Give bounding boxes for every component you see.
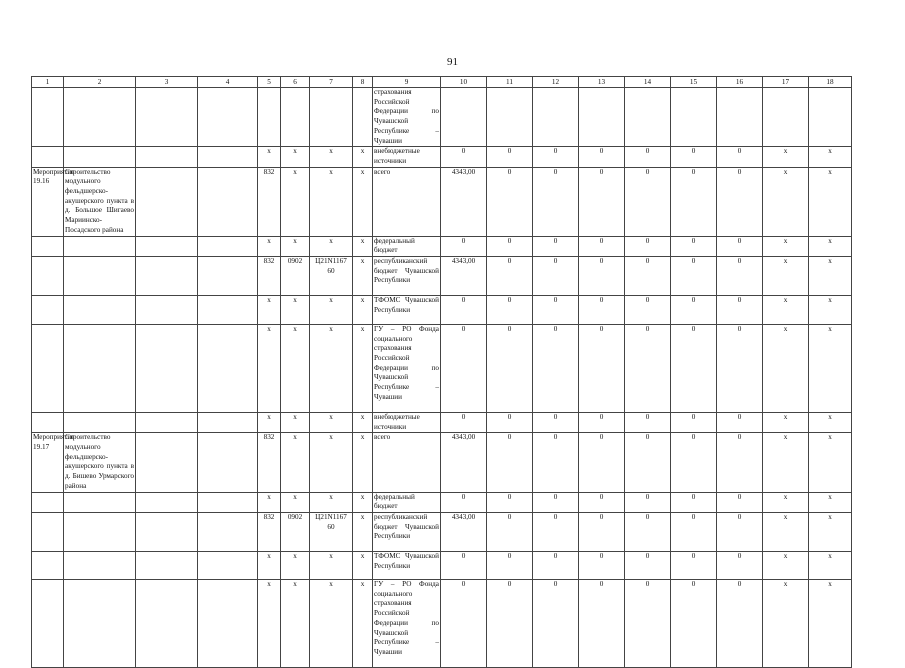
cell-col-15: 0 <box>671 433 717 492</box>
table-row <box>32 147 852 167</box>
cell-col-6: x <box>281 551 310 579</box>
cell-col-12: 0 <box>533 412 579 432</box>
column-header: 6 <box>281 77 310 88</box>
cell-col-12: 0 <box>533 492 579 512</box>
column-header: 14 <box>625 77 671 88</box>
cell-col-5: x <box>258 236 281 256</box>
cell-col-2 <box>64 492 136 512</box>
cell-col-12: 0 <box>533 324 579 412</box>
cell-col-18: x <box>809 512 852 551</box>
column-header: 9 <box>373 77 441 88</box>
cell-col-8: x <box>353 512 373 551</box>
cell-col-10: 4343,00 <box>441 256 487 295</box>
cell-col-5: x <box>258 147 281 167</box>
cell-col-5: x <box>258 579 281 667</box>
cell-col-3 <box>136 88 198 147</box>
cell-col-10: 0 <box>441 551 487 579</box>
cell-col-2 <box>64 236 136 256</box>
cell-col-11: 0 <box>487 512 533 551</box>
cell-col-8: x <box>353 256 373 295</box>
cell-col-11: 0 <box>487 551 533 579</box>
cell-col-8: x <box>353 492 373 512</box>
cell-col-9: ГУ – РО Фонда социального страхования Российской Федерации по Чувашской Республике – Чувашии <box>373 324 441 412</box>
column-header: 13 <box>579 77 625 88</box>
cell-col-13: 0 <box>579 256 625 295</box>
cell-col-14: 0 <box>625 551 671 579</box>
cell-col-5: 832 <box>258 433 281 492</box>
header-row <box>32 77 852 88</box>
cell-col-2 <box>64 256 136 295</box>
cell-col-18: x <box>809 492 852 512</box>
cell-col-8: x <box>353 579 373 667</box>
cell-col-9: ТФОМС Чувашской Республики <box>373 551 441 579</box>
cell-col-1 <box>32 551 64 579</box>
cell-col-7: x <box>310 412 353 432</box>
cell-col-18: x <box>809 551 852 579</box>
cell-col-16: 0 <box>717 295 763 324</box>
cell-col-12: 0 <box>533 512 579 551</box>
cell-col-12: 0 <box>533 579 579 667</box>
cell-col-12: 0 <box>533 256 579 295</box>
cell-col-2 <box>64 412 136 432</box>
cell-col-14: 0 <box>625 433 671 492</box>
cell-col-17: x <box>763 512 809 551</box>
cell-col-1: Мероприятие 19.16 <box>32 167 64 236</box>
cell-col-15: 0 <box>671 412 717 432</box>
cell-col-13: 0 <box>579 433 625 492</box>
cell-col-14: 0 <box>625 236 671 256</box>
cell-col-18: x <box>809 579 852 667</box>
cell-col-1 <box>32 579 64 667</box>
cell-col-3 <box>136 492 198 512</box>
cell-col-4 <box>198 256 258 295</box>
cell-col-6: x <box>281 236 310 256</box>
cell-col-11 <box>487 88 533 147</box>
cell-col-18: x <box>809 324 852 412</box>
cell-col-9: внебюджетные источники <box>373 147 441 167</box>
cell-col-16: 0 <box>717 236 763 256</box>
table-row <box>32 579 852 667</box>
cell-col-16: 0 <box>717 551 763 579</box>
column-header: 10 <box>441 77 487 88</box>
cell-col-9: внебюджетные источники <box>373 412 441 432</box>
cell-col-17: x <box>763 579 809 667</box>
cell-col-1: Мероприятие 19.17 <box>32 433 64 492</box>
cell-col-7: x <box>310 551 353 579</box>
page-number: 91 <box>447 56 458 68</box>
cell-col-4 <box>198 88 258 147</box>
table-row <box>32 551 852 579</box>
cell-col-9: республиканский бюджет Чувашской Республики <box>373 256 441 295</box>
cell-col-6: x <box>281 324 310 412</box>
table-row <box>32 512 852 551</box>
cell-col-13: 0 <box>579 512 625 551</box>
cell-col-18 <box>809 88 852 147</box>
cell-col-8: x <box>353 236 373 256</box>
cell-col-17: x <box>763 551 809 579</box>
column-header: 12 <box>533 77 579 88</box>
cell-col-6: x <box>281 433 310 492</box>
cell-col-9: всего <box>373 433 441 492</box>
cell-col-1 <box>32 147 64 167</box>
cell-col-2 <box>64 295 136 324</box>
cell-col-15: 0 <box>671 295 717 324</box>
cell-col-9: республиканский бюджет Чувашской Республики <box>373 512 441 551</box>
cell-col-1 <box>32 412 64 432</box>
cell-col-12 <box>533 88 579 147</box>
cell-col-18: x <box>809 167 852 236</box>
cell-col-7: x <box>310 295 353 324</box>
cell-col-9: федеральный бюджет <box>373 236 441 256</box>
cell-col-4 <box>198 551 258 579</box>
cell-col-5: 832 <box>258 512 281 551</box>
cell-col-18: x <box>809 236 852 256</box>
cell-col-15 <box>671 88 717 147</box>
cell-col-2: Строительство модульного фельдшерско-акушерского пункта в д. Бишево Урмарского района <box>64 433 136 492</box>
cell-col-1 <box>32 492 64 512</box>
cell-col-10: 4343,00 <box>441 433 487 492</box>
cell-col-14: 0 <box>625 412 671 432</box>
cell-col-2 <box>64 324 136 412</box>
table-row <box>32 433 852 492</box>
cell-col-10: 0 <box>441 295 487 324</box>
cell-col-1 <box>32 324 64 412</box>
cell-col-9: федеральный бюджет <box>373 492 441 512</box>
cell-col-13: 0 <box>579 579 625 667</box>
cell-col-7: x <box>310 236 353 256</box>
cell-col-17: x <box>763 492 809 512</box>
cell-col-16: 0 <box>717 412 763 432</box>
cell-col-3 <box>136 579 198 667</box>
cell-col-3 <box>136 412 198 432</box>
cell-col-12: 0 <box>533 167 579 236</box>
cell-col-15: 0 <box>671 236 717 256</box>
cell-col-11: 0 <box>487 492 533 512</box>
cell-col-7: x <box>310 579 353 667</box>
cell-col-12: 0 <box>533 551 579 579</box>
cell-col-17: x <box>763 167 809 236</box>
cell-col-12: 0 <box>533 295 579 324</box>
cell-col-14: 0 <box>625 147 671 167</box>
cell-col-18: x <box>809 256 852 295</box>
column-header: 16 <box>717 77 763 88</box>
table-row <box>32 412 852 432</box>
cell-col-13: 0 <box>579 324 625 412</box>
cell-col-4 <box>198 324 258 412</box>
cell-col-5: x <box>258 551 281 579</box>
cell-col-1 <box>32 256 64 295</box>
cell-col-15: 0 <box>671 579 717 667</box>
cell-col-8: x <box>353 147 373 167</box>
cell-col-9: страхования Российской Федерации по Чувашской Республике – Чувашии <box>373 88 441 147</box>
cell-col-16: 0 <box>717 512 763 551</box>
cell-col-15: 0 <box>671 492 717 512</box>
cell-col-16: 0 <box>717 492 763 512</box>
cell-col-3 <box>136 512 198 551</box>
cell-col-2 <box>64 147 136 167</box>
cell-col-7: x <box>310 147 353 167</box>
cell-col-15: 0 <box>671 324 717 412</box>
table-row <box>32 295 852 324</box>
cell-col-11: 0 <box>487 147 533 167</box>
cell-col-3 <box>136 236 198 256</box>
cell-col-16: 0 <box>717 147 763 167</box>
column-header: 4 <box>198 77 258 88</box>
table-row <box>32 324 852 412</box>
cell-col-2 <box>64 579 136 667</box>
cell-col-15: 0 <box>671 147 717 167</box>
column-header: 18 <box>809 77 852 88</box>
cell-col-13: 0 <box>579 147 625 167</box>
cell-col-6 <box>281 88 310 147</box>
cell-col-14: 0 <box>625 324 671 412</box>
cell-col-16: 0 <box>717 324 763 412</box>
cell-col-5: 832 <box>258 256 281 295</box>
cell-col-11: 0 <box>487 433 533 492</box>
cell-col-6: 0902 <box>281 512 310 551</box>
cell-col-3 <box>136 324 198 412</box>
cell-col-1 <box>32 236 64 256</box>
cell-col-10: 4343,00 <box>441 512 487 551</box>
cell-col-10: 4343,00 <box>441 167 487 236</box>
cell-col-4 <box>198 579 258 667</box>
cell-col-13: 0 <box>579 492 625 512</box>
cell-col-10: 0 <box>441 324 487 412</box>
cell-col-10: 0 <box>441 236 487 256</box>
cell-col-11: 0 <box>487 167 533 236</box>
cell-col-6: 0902 <box>281 256 310 295</box>
cell-col-3 <box>136 256 198 295</box>
cell-col-16 <box>717 88 763 147</box>
cell-col-6: x <box>281 492 310 512</box>
cell-col-1 <box>32 88 64 147</box>
cell-col-11: 0 <box>487 324 533 412</box>
cell-col-17: x <box>763 412 809 432</box>
column-header: 5 <box>258 77 281 88</box>
cell-col-5: x <box>258 492 281 512</box>
table-row <box>32 256 852 295</box>
cell-col-6: x <box>281 167 310 236</box>
cell-col-10 <box>441 88 487 147</box>
cell-col-16: 0 <box>717 433 763 492</box>
cell-col-8: x <box>353 324 373 412</box>
cell-col-17 <box>763 88 809 147</box>
column-header: 3 <box>136 77 198 88</box>
cell-col-12: 0 <box>533 236 579 256</box>
cell-col-8 <box>353 88 373 147</box>
cell-col-1 <box>32 295 64 324</box>
cell-col-14: 0 <box>625 492 671 512</box>
cell-col-4 <box>198 492 258 512</box>
cell-col-18: x <box>809 295 852 324</box>
cell-col-16: 0 <box>717 256 763 295</box>
cell-col-4 <box>198 295 258 324</box>
cell-col-6: x <box>281 579 310 667</box>
cell-col-6: x <box>281 147 310 167</box>
cell-col-12: 0 <box>533 433 579 492</box>
cell-col-13 <box>579 88 625 147</box>
cell-col-9: всего <box>373 167 441 236</box>
cell-col-13: 0 <box>579 295 625 324</box>
cell-col-17: x <box>763 256 809 295</box>
cell-col-5: x <box>258 412 281 432</box>
cell-col-18: x <box>809 147 852 167</box>
cell-col-8: x <box>353 167 373 236</box>
table-row <box>32 492 852 512</box>
cell-col-5: x <box>258 324 281 412</box>
column-header: 8 <box>353 77 373 88</box>
cell-col-14: 0 <box>625 579 671 667</box>
cell-col-3 <box>136 295 198 324</box>
cell-col-14 <box>625 88 671 147</box>
cell-col-14: 0 <box>625 512 671 551</box>
cell-col-8: x <box>353 551 373 579</box>
cell-col-4 <box>198 167 258 236</box>
cell-col-6: x <box>281 295 310 324</box>
cell-col-5: 832 <box>258 167 281 236</box>
cell-col-16: 0 <box>717 579 763 667</box>
cell-col-8: x <box>353 295 373 324</box>
cell-col-8: x <box>353 433 373 492</box>
cell-col-6: x <box>281 412 310 432</box>
cell-col-10: 0 <box>441 579 487 667</box>
cell-col-2: Строительство модульного фельдшерско-акушерского пункта в д. Большое Шигаево Мариинско-Посадского района <box>64 167 136 236</box>
cell-col-17: x <box>763 295 809 324</box>
cell-col-14: 0 <box>625 295 671 324</box>
cell-col-7: x <box>310 433 353 492</box>
cell-col-2 <box>64 88 136 147</box>
cell-col-4 <box>198 412 258 432</box>
cell-col-17: x <box>763 433 809 492</box>
cell-col-3 <box>136 433 198 492</box>
cell-col-9: ТФОМС Чувашской Республики <box>373 295 441 324</box>
budget-table <box>31 76 852 668</box>
column-header: 7 <box>310 77 353 88</box>
cell-col-4 <box>198 236 258 256</box>
cell-col-1 <box>32 512 64 551</box>
cell-col-10: 0 <box>441 147 487 167</box>
cell-col-17: x <box>763 236 809 256</box>
cell-col-17: x <box>763 147 809 167</box>
cell-col-7 <box>310 88 353 147</box>
cell-col-5: x <box>258 295 281 324</box>
cell-col-13: 0 <box>579 551 625 579</box>
cell-col-15: 0 <box>671 256 717 295</box>
cell-col-3 <box>136 551 198 579</box>
cell-col-11: 0 <box>487 256 533 295</box>
cell-col-11: 0 <box>487 295 533 324</box>
cell-col-15: 0 <box>671 167 717 236</box>
cell-col-7: x <box>310 167 353 236</box>
cell-col-7: x <box>310 492 353 512</box>
cell-col-11: 0 <box>487 236 533 256</box>
cell-col-11: 0 <box>487 579 533 667</box>
cell-col-13: 0 <box>579 236 625 256</box>
cell-col-3 <box>136 167 198 236</box>
cell-col-18: x <box>809 433 852 492</box>
cell-col-15: 0 <box>671 512 717 551</box>
cell-col-4 <box>198 433 258 492</box>
column-header: 17 <box>763 77 809 88</box>
column-header: 15 <box>671 77 717 88</box>
cell-col-5 <box>258 88 281 147</box>
cell-col-15: 0 <box>671 551 717 579</box>
cell-col-7: Ц21N1167 60 <box>310 256 353 295</box>
column-header: 2 <box>64 77 136 88</box>
cell-col-14: 0 <box>625 256 671 295</box>
cell-col-12: 0 <box>533 147 579 167</box>
cell-col-16: 0 <box>717 167 763 236</box>
cell-col-2 <box>64 551 136 579</box>
cell-col-17: x <box>763 324 809 412</box>
cell-col-13: 0 <box>579 167 625 236</box>
cell-col-13: 0 <box>579 412 625 432</box>
cell-col-7: x <box>310 324 353 412</box>
cell-col-8: x <box>353 412 373 432</box>
cell-col-11: 0 <box>487 412 533 432</box>
cell-col-14: 0 <box>625 167 671 236</box>
cell-col-18: x <box>809 412 852 432</box>
table-row <box>32 236 852 256</box>
cell-col-9: ГУ – РО Фонда социального страхования Российской Федерации по Чувашской Республике – Чувашии <box>373 579 441 667</box>
cell-col-3 <box>136 147 198 167</box>
cell-col-10: 0 <box>441 412 487 432</box>
cell-col-7: Ц21N1167 60 <box>310 512 353 551</box>
table-row <box>32 88 852 147</box>
cell-col-4 <box>198 147 258 167</box>
cell-col-4 <box>198 512 258 551</box>
column-header: 1 <box>32 77 64 88</box>
column-header: 11 <box>487 77 533 88</box>
cell-col-10: 0 <box>441 492 487 512</box>
cell-col-2 <box>64 512 136 551</box>
table-row <box>32 167 852 236</box>
